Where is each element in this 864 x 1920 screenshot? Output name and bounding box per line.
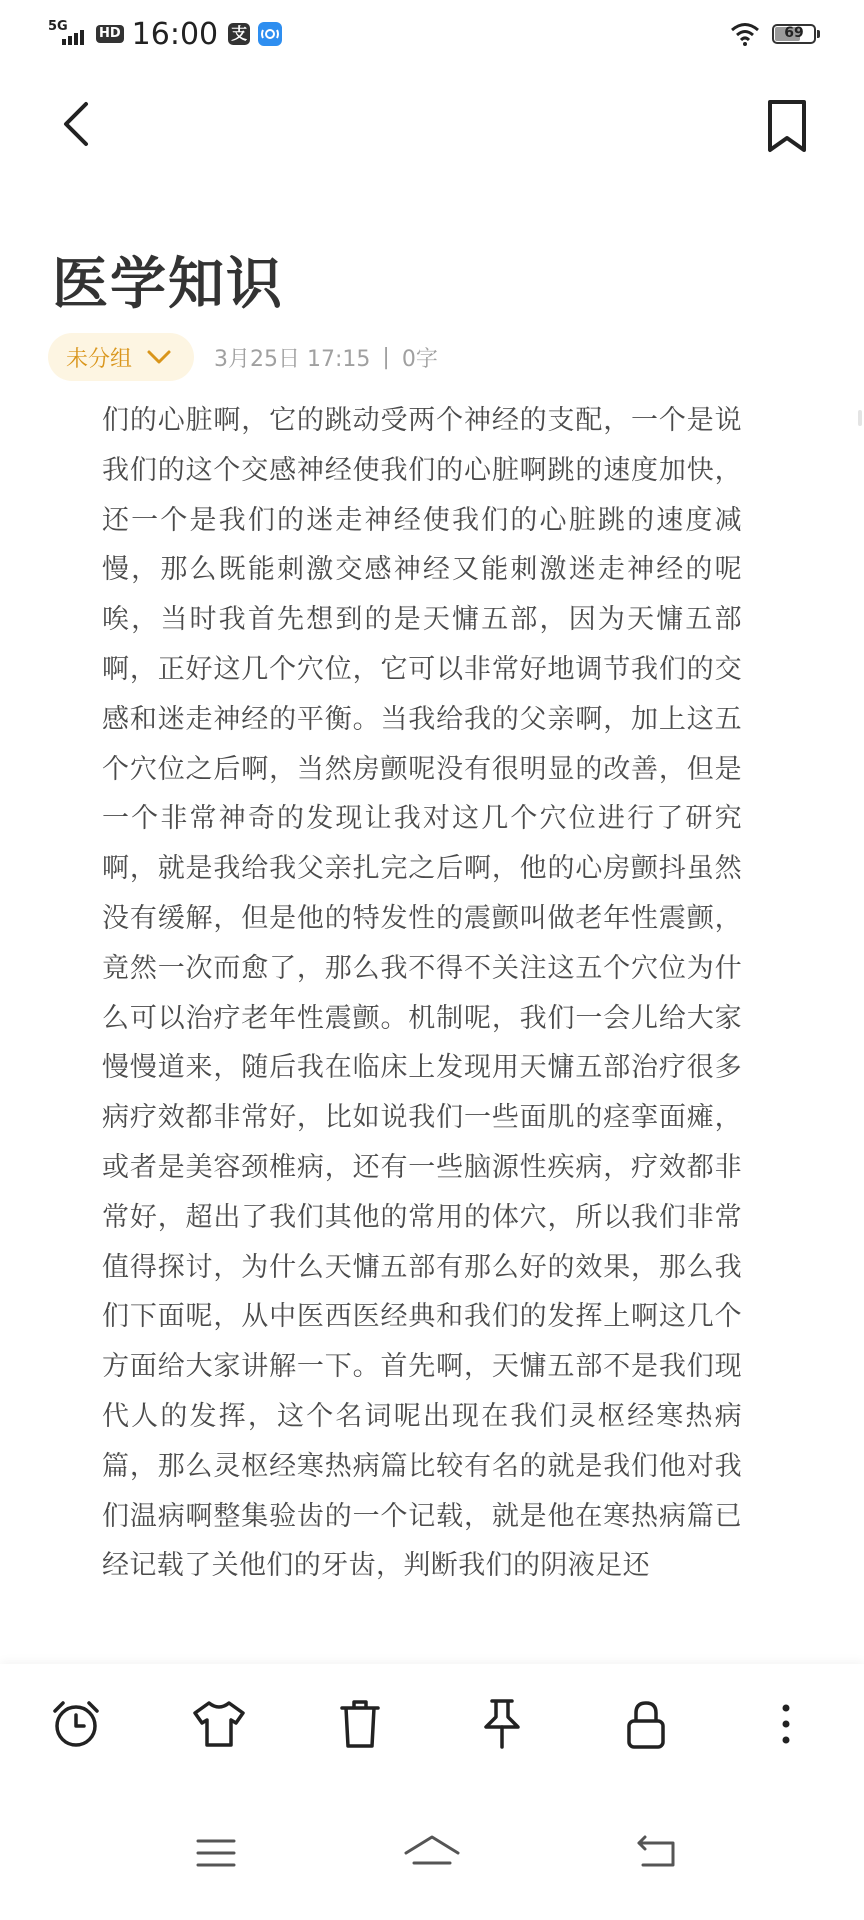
- bottom-toolbar: [0, 1664, 864, 1784]
- trash-icon: [338, 1698, 382, 1750]
- hd-icon: HD: [96, 25, 124, 43]
- alarm-clock-icon: [49, 1697, 103, 1751]
- battery-level: 69: [784, 25, 804, 41]
- group-selector[interactable]: [48, 333, 194, 381]
- home-icon: [402, 1833, 462, 1873]
- chevron-down-icon: [146, 349, 172, 365]
- more-vertical-icon: [776, 1702, 796, 1746]
- chevron-left-icon: [54, 96, 98, 152]
- status-bar-left: [48, 14, 282, 54]
- lock-button[interactable]: [616, 1694, 676, 1754]
- more-button[interactable]: [756, 1694, 816, 1754]
- back-button[interactable]: [54, 96, 98, 152]
- home-button[interactable]: [402, 1828, 462, 1878]
- clock: 16:00: [131, 16, 219, 52]
- network-type: 5G: [48, 19, 68, 34]
- note-title[interactable]: 医学知识: [52, 252, 284, 317]
- note-date: 3月25日 17:15: [214, 346, 371, 372]
- scrollbar[interactable]: [858, 410, 862, 426]
- system-navigation-bar: [0, 1784, 864, 1920]
- menu-icon: [194, 1835, 238, 1871]
- signal-icon: [48, 19, 90, 49]
- status-bar: [0, 0, 864, 66]
- char-count: 0字: [401, 346, 438, 372]
- bookmark-button[interactable]: [762, 96, 812, 156]
- recent-apps-button[interactable]: [186, 1828, 246, 1878]
- pin-icon: [480, 1697, 524, 1751]
- lock-icon: [624, 1697, 668, 1751]
- note-meta: [48, 332, 438, 382]
- note-body-text: 们的心脏啊，它的跳动受两个神经的支配，一个是说我们的这个交感神经使我们的心脏啊跳的速度加快，还一个是我们的迷走神经使我们的心脏跳的速度减慢，那么既能刺激交感神经又能刺激迷走神经的呢唉，当时我首先想到的是天慵五部，因为天慵五部啊，正好这几个穴位，它可以非常好地调节我们的交感和迷走神经的平衡。当我给我的父亲啊，加上这五个穴位之后啊，当然房颤呢没有很明显的改善，但是一个非常神奇的发现让我对这几个穴位进行了研究啊，就是我给我父亲扎完之后啊，他的心房颤抖虽然没有缓解，但是他的特发性的震颤叫做老年性震颤，竟然一次而愈了，那么我不得不关注这五个穴位为什么可以治疗老年性震颤。机制呢，我们一会儿给大家慢慢道来，随后我在临床上发现用天慵五部治疗很多病疗效都非常好，比如说我们一些面肌的痉挛面瘫，或者是美容颈椎病，还有一些脑源性疾病，疗效都非常好，超出了我们其他的常用的体穴，所以我们非常值得探讨，为什么天慵五部有那么好的效果，那么我们下面呢，从中医西医经典和我们的发挥上啊这几个方面给大家讲解一下。首先啊，天慵五部不是我们现代人的发挥，这个名词呢出现在我们灵枢经寒热病篇，那么灵枢经寒热病篇比较有名的就是我们他对我们温病啊整集验齿的一个记载，就是他在寒热病篇已经记载了关他们的牙齿，判断我们的阴液足还: [102, 405, 742, 1582]
- battery-icon: [772, 24, 816, 44]
- t-shirt-icon: [191, 1699, 247, 1749]
- wifi-icon: [730, 22, 760, 46]
- back-icon: [633, 1833, 679, 1873]
- alipay-icon: 支: [228, 23, 250, 45]
- delete-button[interactable]: [330, 1694, 390, 1754]
- status-bar-right: [730, 18, 816, 50]
- meta-separator: |: [382, 344, 390, 370]
- app-icon: [258, 22, 282, 46]
- theme-button[interactable]: [189, 1694, 249, 1754]
- bookmark-icon: [762, 96, 812, 156]
- pin-button[interactable]: [472, 1694, 532, 1754]
- reminder-button[interactable]: [46, 1694, 106, 1754]
- back-nav-button[interactable]: [626, 1828, 686, 1878]
- group-label: 未分组: [66, 346, 133, 372]
- note-body[interactable]: [102, 396, 742, 1664]
